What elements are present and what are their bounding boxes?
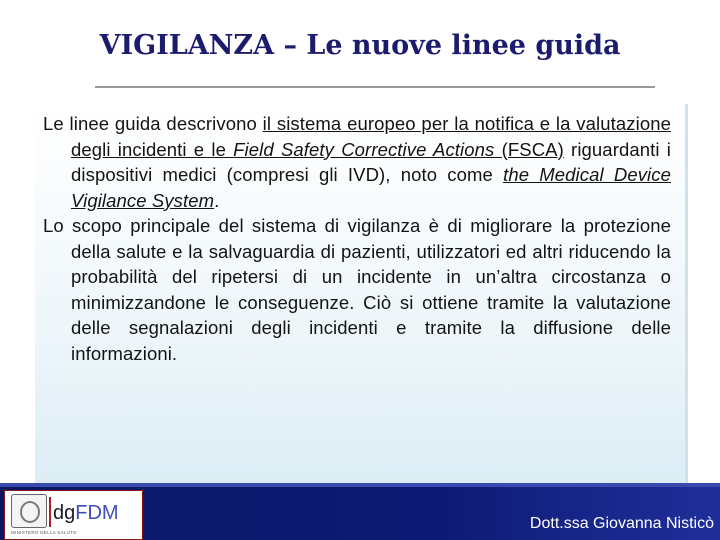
logo-divider bbox=[49, 497, 51, 527]
text-segment: . bbox=[214, 189, 220, 211]
underlined-text: (FSCA) bbox=[494, 138, 564, 160]
emblem-icon bbox=[11, 494, 47, 528]
logo-text: dgFDM bbox=[53, 502, 119, 524]
underlined-text: il sistema europeo per la notifica e la valutazione degli incidenti e le bbox=[71, 113, 671, 160]
presenter-name: Dott.ssa Giovanna Nisticò bbox=[529, 515, 714, 532]
underlined-italic-text: the Medical Device Vigilance System bbox=[71, 164, 672, 211]
text-segment: Le linee guida descrivono bbox=[43, 113, 263, 134]
logo-caption: MINISTERO DELLA SALUTE bbox=[11, 530, 77, 535]
underlined-italic-text: Field Safety Corrective Actions bbox=[233, 138, 495, 160]
paragraph-purpose: Lo scopo principale del sistema di vigilanza è di migliorare la protezione della salute e la salvaguardia di pazienti, utilizzatori ed altri riducendo la probabilità del ripetersi di un incidente in un’altra circostanza o minimizzandone le conseguenze. Ciò si ottiene tramite la valutazione delle segnalazioni degli incidenti e tramite la diffusione delle informazioni. bbox=[43, 215, 671, 364]
text-segment: riguardanti i dispositivi medici (compresi gli IVD), noto come bbox=[71, 138, 671, 185]
slide-title: VIGILANZA – Le nuove linee guida bbox=[99, 30, 621, 61]
dgfdm-logo bbox=[4, 490, 143, 540]
body-text bbox=[43, 111, 671, 366]
title-divider bbox=[95, 86, 655, 88]
paragraph-guidelines bbox=[43, 111, 671, 213]
